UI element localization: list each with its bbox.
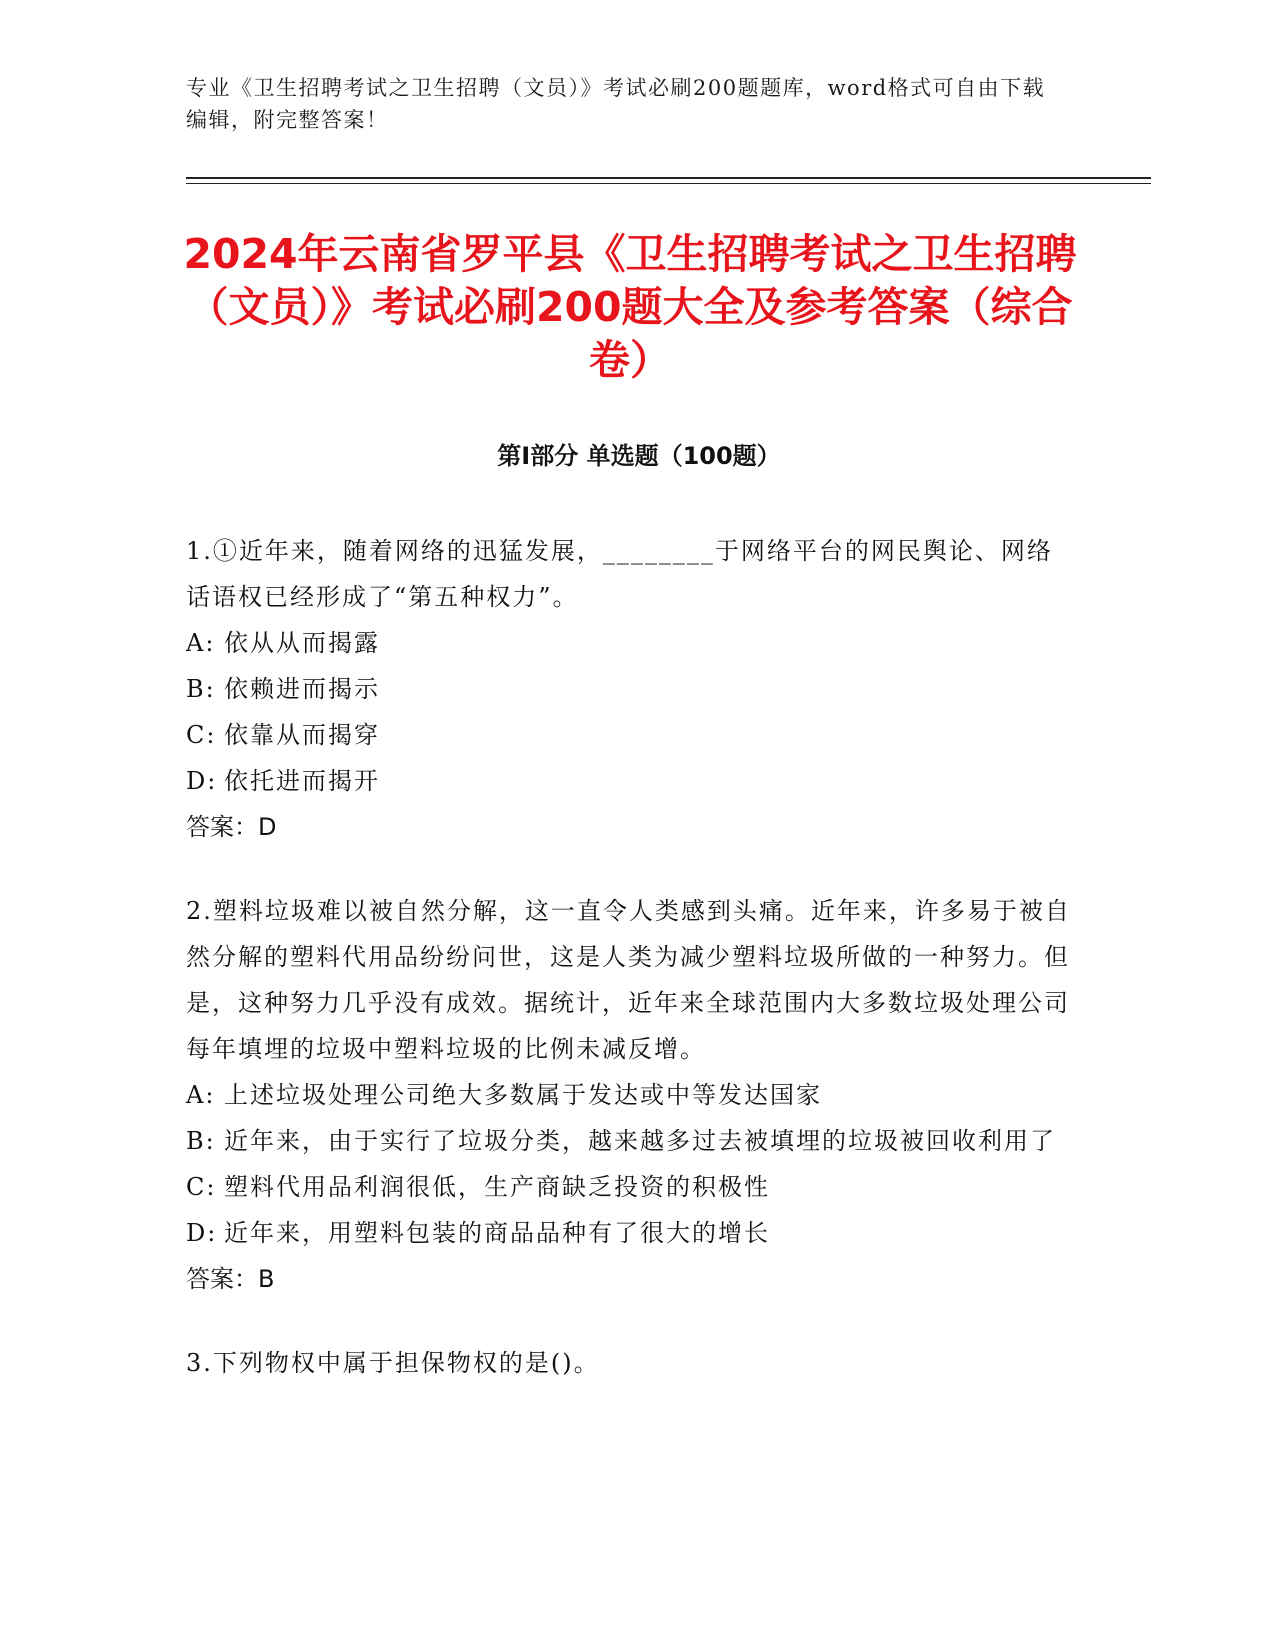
option-c — [186, 712, 1076, 758]
question-1 — [186, 528, 1076, 850]
header-note: 专业《卫生招聘考试之卫生招聘（文员）》考试必刷200题题库，word格式可自由下载编辑，附完整答案！ — [186, 76, 1046, 132]
option-b — [186, 1118, 1076, 1164]
option-letter: A: — [186, 629, 216, 657]
option-letter: D: — [186, 1219, 218, 1247]
option-letter: C: — [186, 721, 217, 749]
option-text: 上述垃圾处理公司绝大多数属于发达或中等发达国家 — [224, 1081, 822, 1109]
option-text: 依从从而揭露 — [224, 629, 380, 657]
option-text: 近年来，用塑料包装的商品品种有了很大的增长 — [224, 1219, 770, 1247]
option-c — [186, 1164, 1076, 1210]
question-stem: 1.①近年来，随着网络的迅猛发展，________于网络平台的网民舆论、网络话语权已经形成了“第五种权力”。 — [186, 537, 1053, 611]
option-text: 依赖进而揭示 — [224, 675, 380, 703]
option-text: 塑料代用品利润很低，生产商缺乏投资的积极性 — [224, 1173, 770, 1201]
question-list — [186, 528, 1076, 1424]
option-text: 依托进而揭开 — [224, 767, 380, 795]
option-letter: B: — [186, 1127, 216, 1155]
document-title: 2024年云南省罗平县《卫生招聘考试之卫生招聘（文员）》考试必刷200题大全及参考答案（综合卷） — [183, 230, 1077, 384]
question-stem: 2.塑料垃圾难以被自然分解，这一直令人类感到头痛。近年来，许多易于被自然分解的塑料代用品纷纷问世，这是人类为减少塑料垃圾所做的一种努力。但是，这种努力几乎没有成效。据统计，近年来全球范围内大多数垃圾处理公司每年填埋的垃圾中塑料垃圾的比例未减反增。 — [186, 897, 1071, 1063]
header-divider-thick — [186, 177, 1151, 179]
question-3 — [186, 1340, 1076, 1386]
header-divider-thin — [186, 183, 1151, 184]
question-stem: 3.下列物权中属于担保物权的是()。 — [186, 1349, 600, 1377]
option-letter: A: — [186, 1081, 216, 1109]
option-a — [186, 620, 1076, 666]
option-b — [186, 666, 1076, 712]
option-d — [186, 758, 1076, 804]
option-text: 近年来，由于实行了垃圾分类，越来越多过去被填埋的垃圾被回收利用了 — [224, 1127, 1056, 1155]
answer-line: 答案：D — [186, 813, 277, 841]
option-letter: B: — [186, 675, 216, 703]
option-letter: C: — [186, 1173, 217, 1201]
option-d — [186, 1210, 1076, 1256]
option-a — [186, 1072, 1076, 1118]
answer-line: 答案：B — [186, 1265, 275, 1293]
section-heading: 第Ⅰ部分 单选题（100题） — [497, 442, 781, 470]
option-letter: D: — [186, 767, 218, 795]
question-2 — [186, 888, 1076, 1302]
option-text: 依靠从而揭穿 — [224, 721, 380, 749]
